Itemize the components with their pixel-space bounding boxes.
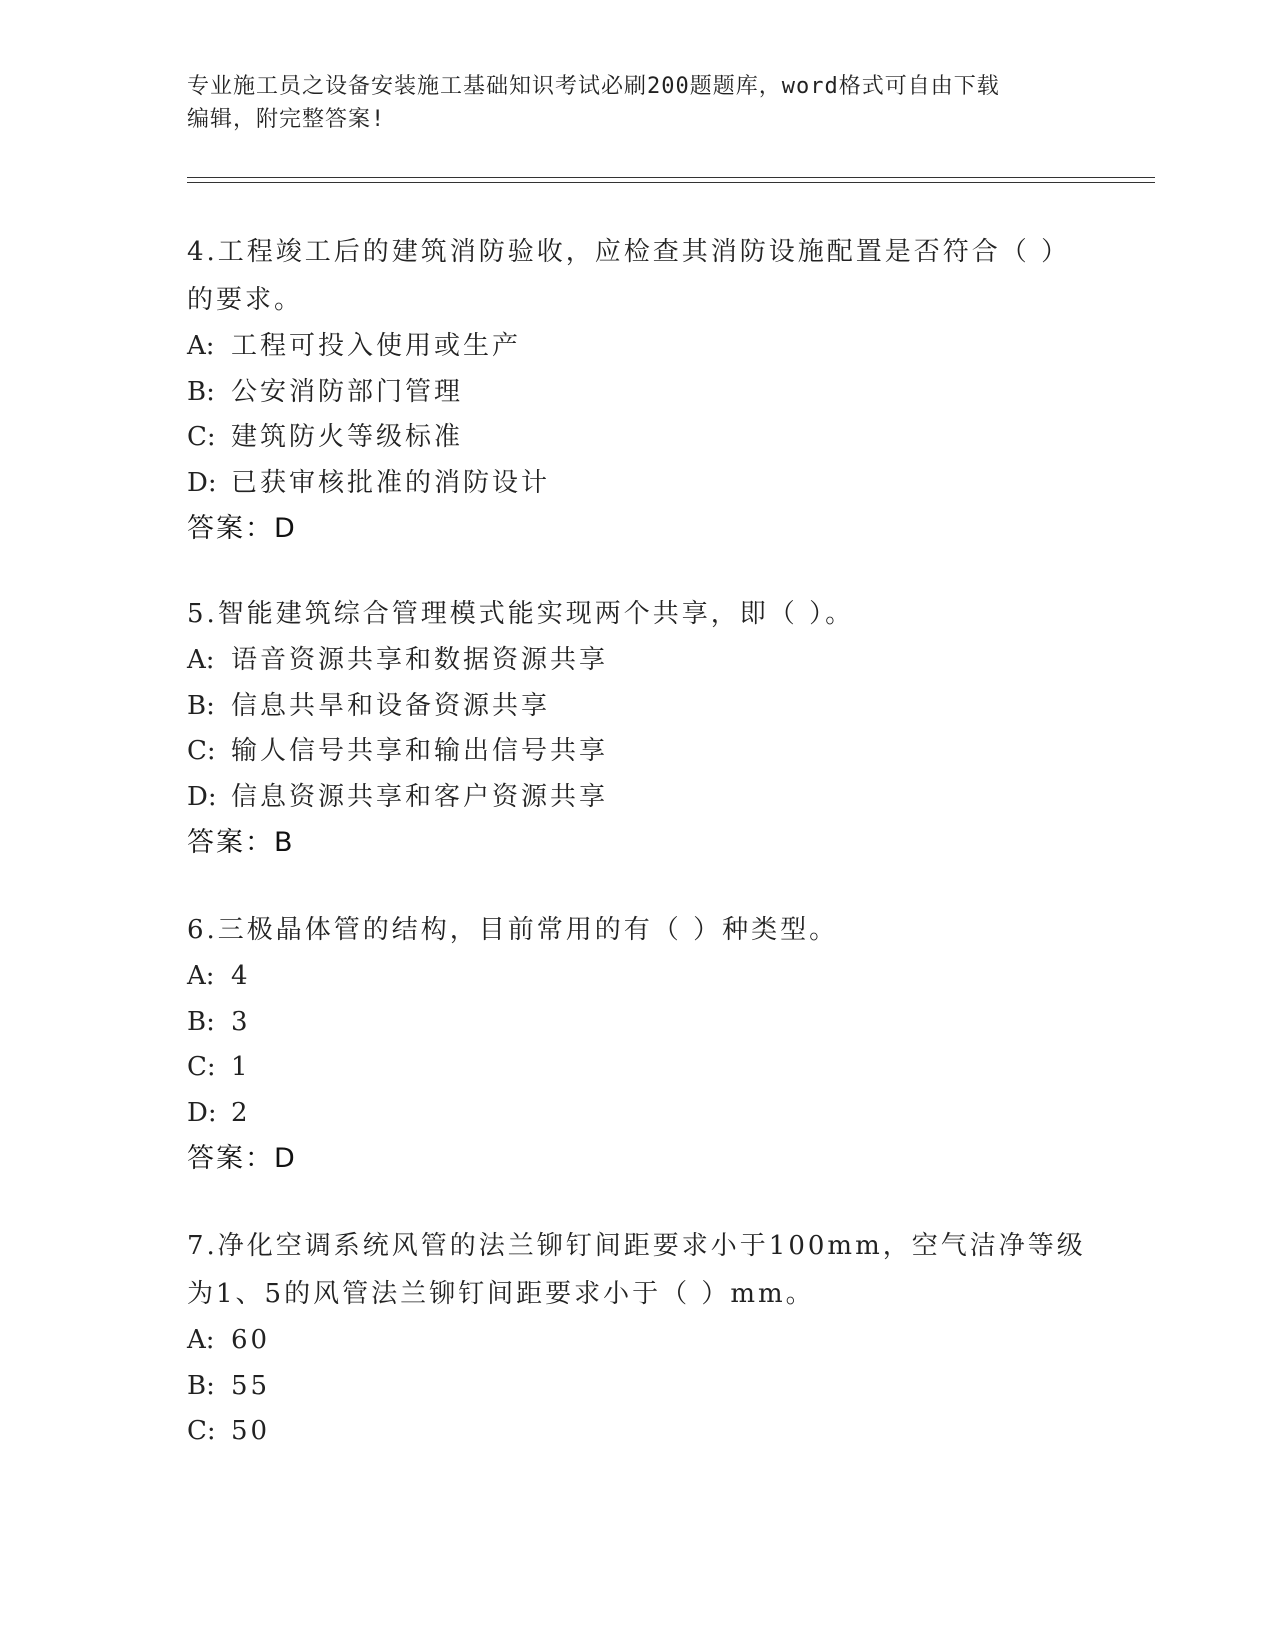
option-key: B: xyxy=(187,376,215,407)
option-text: 建筑防火等级标准 xyxy=(231,422,464,452)
option-key: A: xyxy=(187,961,215,991)
option-text: 公安消防部门管理 xyxy=(231,376,464,407)
option-b xyxy=(187,370,1087,416)
answer-label: 答案：B xyxy=(187,827,295,858)
option-key: A: xyxy=(187,645,215,675)
option-d xyxy=(187,775,1087,821)
option-key: B: xyxy=(187,1370,215,1401)
option-b xyxy=(187,1000,1087,1046)
option-d xyxy=(187,461,1087,507)
option-text: 55 xyxy=(231,1370,271,1401)
question-6 xyxy=(187,906,1087,1182)
option-key: C: xyxy=(187,1052,216,1082)
option-text: 4 xyxy=(231,961,251,991)
option-c xyxy=(187,1409,1087,1455)
option-key: B: xyxy=(187,690,215,721)
option-key: C: xyxy=(187,736,216,766)
option-text: 已获审核批准的消防设计 xyxy=(231,467,551,498)
option-key: A: xyxy=(187,1325,215,1355)
option-key: B: xyxy=(187,1006,215,1037)
header-line-1: 专业施工员之设备安装施工基础知识考试必刷200题题库，word格式可自由下载 xyxy=(187,74,1000,99)
header-divider-top xyxy=(187,177,1155,178)
header-divider-bottom xyxy=(187,182,1155,183)
option-key: D: xyxy=(187,467,217,498)
option-text: 语音资源共享和数据资源共享 xyxy=(231,645,609,675)
option-text: 信息共旱和设备资源共享 xyxy=(231,690,551,721)
option-text: 3 xyxy=(231,1006,251,1037)
option-text: 2 xyxy=(231,1097,251,1128)
option-key: D: xyxy=(187,1097,217,1128)
option-a xyxy=(187,638,1087,684)
option-text: 工程可投入使用或生产 xyxy=(231,331,522,361)
option-key: A: xyxy=(187,331,215,361)
option-text: 信息资源共享和客户资源共享 xyxy=(231,781,609,812)
option-a xyxy=(187,1318,1087,1364)
option-c xyxy=(187,415,1087,461)
question-7 xyxy=(187,1222,1087,1455)
option-c xyxy=(187,1045,1087,1091)
question-text: 6.三极晶体管的结构，目前常用的有（ ）种类型。 xyxy=(187,915,839,945)
option-d xyxy=(187,1091,1087,1137)
option-c xyxy=(187,729,1087,775)
document-header xyxy=(187,70,1087,136)
question-text: 7.净化空调系统风管的法兰铆钉间距要求小于100mm，空气洁净等级为1、5的风管法兰铆钉间距要求小于（ ）mm。 xyxy=(187,1231,1086,1309)
option-a xyxy=(187,954,1087,1000)
option-text: 1 xyxy=(231,1052,251,1082)
question-5 xyxy=(187,590,1087,866)
option-key: C: xyxy=(187,1416,216,1446)
option-b xyxy=(187,684,1087,730)
option-a xyxy=(187,324,1087,370)
question-text: 4.工程竣工后的建筑消防验收，应检查其消防设施配置是否符合（ ）的要求。 xyxy=(187,237,1071,315)
question-4 xyxy=(187,228,1087,552)
question-text: 5.智能建筑综合管理模式能实现两个共享，即（ ）。 xyxy=(187,599,855,629)
option-b xyxy=(187,1364,1087,1410)
option-key: D: xyxy=(187,781,217,812)
header-line-2: 编辑，附完整答案! xyxy=(187,107,386,132)
answer-label: 答案：D xyxy=(187,1143,297,1174)
option-text: 60 xyxy=(231,1325,271,1355)
answer-label: 答案：D xyxy=(187,513,297,544)
option-text: 输人信号共享和输出信号共享 xyxy=(231,736,609,766)
option-text: 50 xyxy=(231,1416,271,1446)
option-key: C: xyxy=(187,422,216,452)
